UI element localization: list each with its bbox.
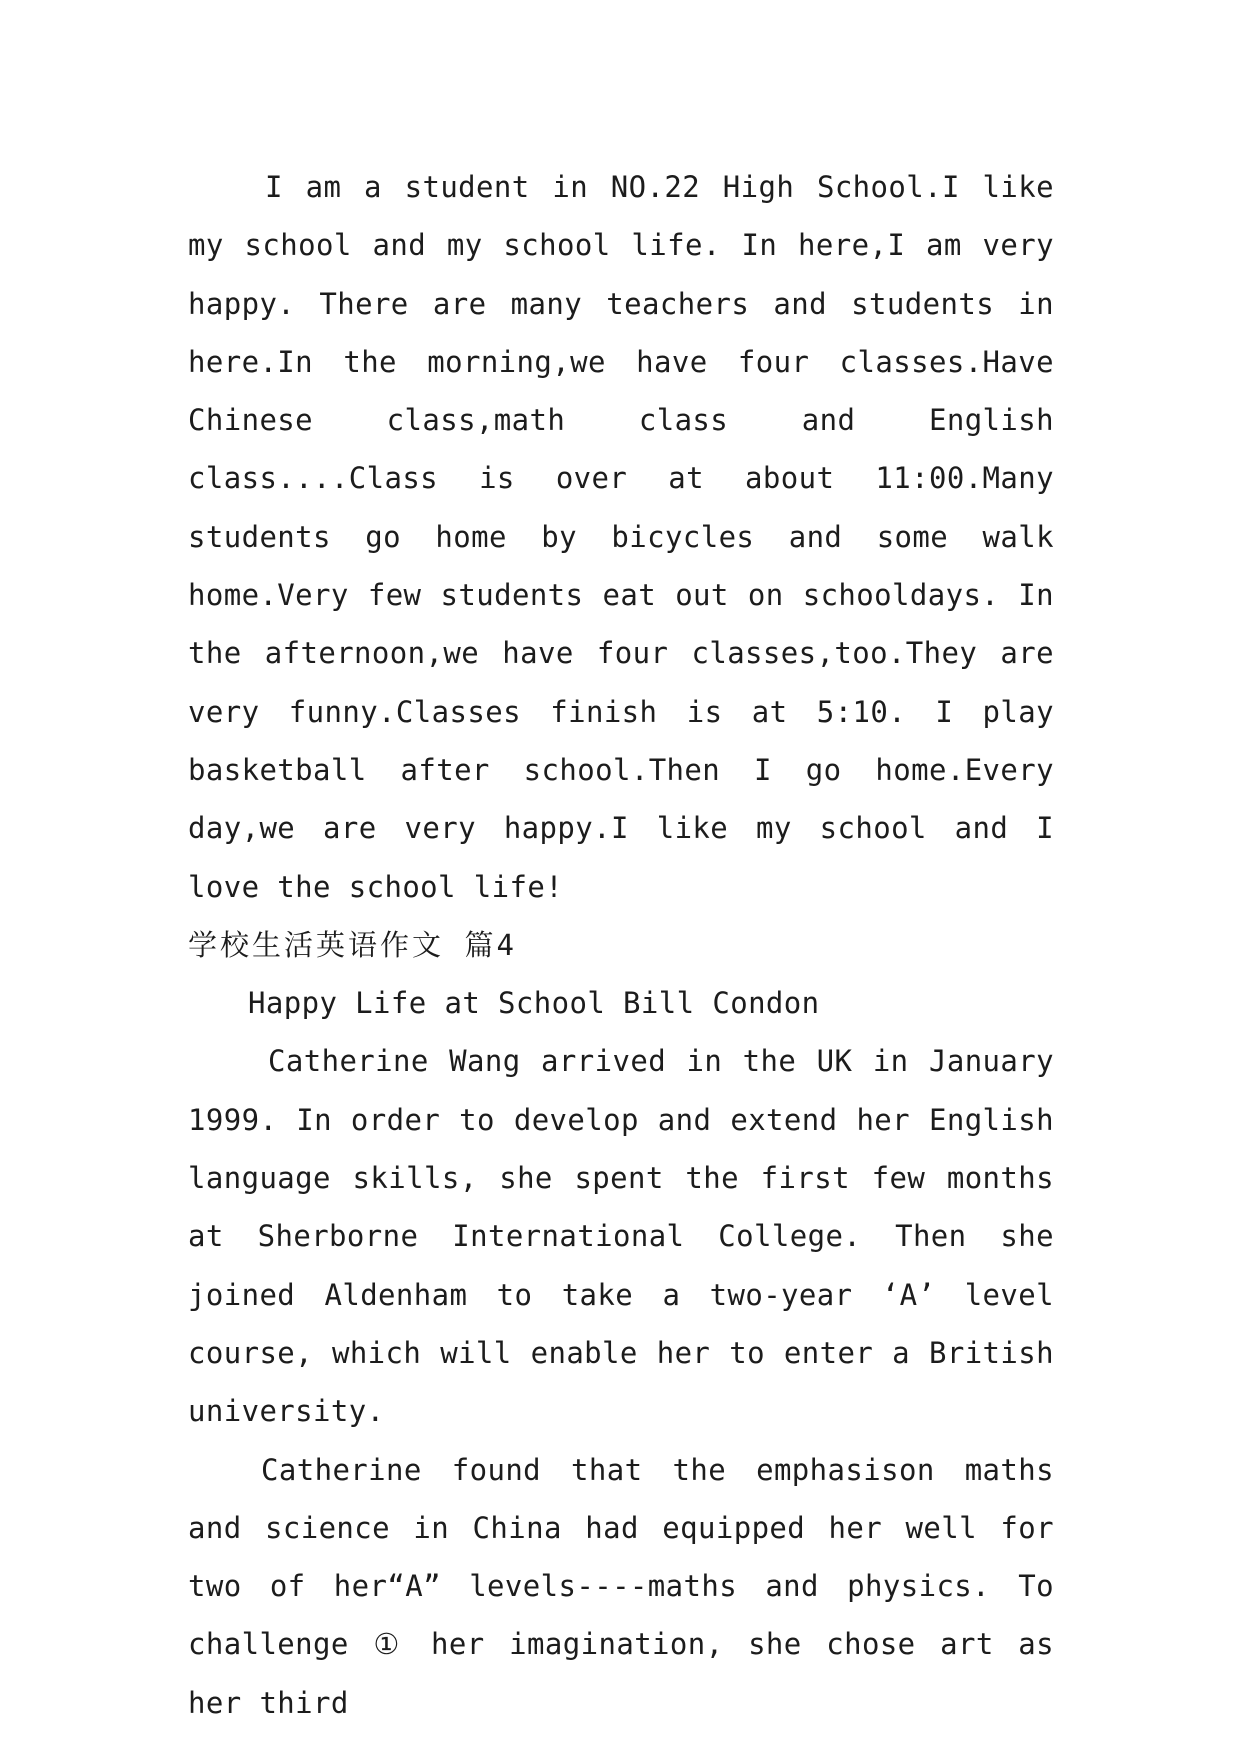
document-page: [188, 158, 1054, 1732]
section-heading: 学校生活英语作文 篇4: [188, 927, 517, 962]
article-paragraph: Catherine Wang arrived in the UK in January 1999. In order to develop and extend her English language skills, she spent the first few months at Sherborne International College. Then she joined Aldenham to take a two-year ‘A’ level course, which will enable her to enter a British university.: [188, 1044, 1054, 1429]
article-title: Happy Life at School Bill Condon: [248, 986, 820, 1021]
essay-paragraph: I am a student in NO.22 High School.I like my school and my school life. In here,I am very happy. There are many teachers and students in here.In the morning,we have four classes.Have Chinese class,math class and English class....Class is over at about 11:00.Many students go home by bicycles and some walk home.Very few students eat out on schooldays. In the afternoon,we have four classes,too.They are very funny.Classes finish is at 5:10. I play basketball after school.Then I go home.Every day,we are very happy.I like my school and I love the school life!: [188, 170, 1054, 904]
article-paragraph: Catherine found that the emphasison maths and science in China had equipped her well for two of her“A” levels----maths and physics. To challenge ① her imagination, she chose art as her third: [188, 1452, 1054, 1720]
